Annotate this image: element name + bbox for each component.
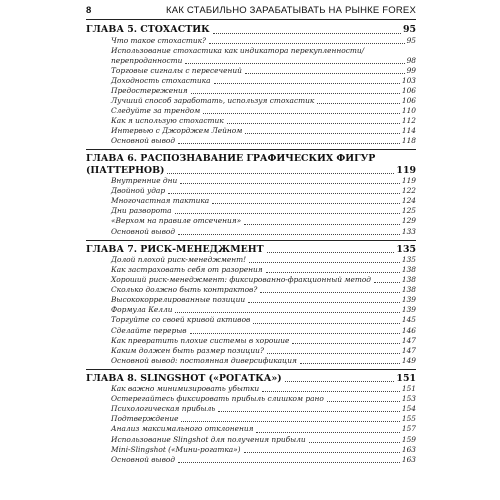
chapter-title-continued: (ПАТТЕРНОВ) <box>86 164 165 176</box>
dot-leader <box>300 363 400 364</box>
dot-leader <box>244 452 400 453</box>
entry-title-continued: перепроданности <box>111 55 183 65</box>
chapter-title: ГЛАВА 8. SLINGSHOT («РОГАТКА») <box>86 372 282 384</box>
entry-page: 122 <box>401 186 416 196</box>
dot-leader <box>191 93 400 94</box>
toc-entry <box>86 346 416 356</box>
chapter-page: 119 <box>396 164 416 176</box>
entry-page: 99 <box>406 65 416 75</box>
dot-leader <box>180 183 400 184</box>
toc-entry <box>86 455 416 465</box>
dot-leader <box>317 103 400 104</box>
dot-leader <box>209 43 405 44</box>
dot-leader <box>214 83 400 84</box>
toc-entry <box>86 176 416 186</box>
toc-entry <box>86 326 416 336</box>
dot-leader <box>168 193 400 194</box>
entry-title: Основной вывод: постоянная диверсификация <box>111 355 297 365</box>
dot-leader <box>309 442 400 443</box>
chapter-page: 151 <box>396 372 416 384</box>
entry-page: 163 <box>401 454 416 464</box>
toc-entry <box>86 265 416 275</box>
chapter-entries <box>86 255 416 366</box>
toc-entry <box>86 66 416 76</box>
toc-entry <box>86 336 416 346</box>
entry-page: 110 <box>401 105 416 115</box>
entry-title: Торговые сигналы с пересечений <box>111 65 242 75</box>
chapter-entries <box>86 36 416 147</box>
toc-entry <box>86 196 416 206</box>
running-header <box>86 2 416 20</box>
toc-entry <box>86 414 416 424</box>
entry-title: Многочастная тактика <box>111 196 210 206</box>
entry-title: Долой плохой риск-менеджмент! <box>111 255 247 265</box>
toc-entry <box>86 394 416 404</box>
entry-page: 159 <box>401 434 416 444</box>
toc-entry <box>86 106 416 116</box>
entry-title: Психологическая прибыль <box>111 404 216 414</box>
entry-title: Сколько должно быть контрактов? <box>111 285 258 295</box>
entry-title: Дни разворота <box>111 206 172 216</box>
toc-entry <box>86 227 416 237</box>
entry-title: Использование Slingshot для получения прибыли <box>111 434 306 444</box>
chapter-heading <box>86 151 416 176</box>
entry-page: 147 <box>401 335 416 345</box>
entry-title: Основной вывод <box>111 454 176 464</box>
dot-leader <box>178 462 400 463</box>
entry-page: 138 <box>401 285 416 295</box>
toc-entry <box>86 255 416 265</box>
entry-page: 103 <box>401 75 416 85</box>
entry-page: 153 <box>401 394 416 404</box>
dot-leader <box>266 272 400 273</box>
chapter-entries <box>86 384 416 464</box>
entry-page: 125 <box>401 206 416 216</box>
entry-page: 145 <box>401 315 416 325</box>
chapter-entries <box>86 176 416 236</box>
toc-entry <box>86 136 416 146</box>
dot-leader <box>178 234 400 235</box>
dot-leader <box>256 432 399 433</box>
dot-leader <box>267 353 400 354</box>
chapter-5 <box>86 22 416 150</box>
entry-title: Лучший способ заработать, используя стохастик <box>111 95 315 105</box>
toc-entry <box>86 424 416 434</box>
entry-page: 147 <box>401 345 416 355</box>
entry-title: Торгуйте со своей кривой активов <box>111 315 251 325</box>
entry-page: 95 <box>406 35 416 45</box>
entry-title: Основной вывод <box>111 136 176 146</box>
dot-leader <box>244 224 400 225</box>
entry-title: Интервью с Джорджем Лейном <box>111 126 243 136</box>
entry-title: Как превратить плохие системы в хорошие <box>111 335 290 345</box>
dot-leader <box>175 213 400 214</box>
toc-entry <box>86 285 416 295</box>
dot-leader <box>267 252 395 253</box>
dot-leader <box>218 411 400 412</box>
entry-title: Основной вывод <box>111 226 176 236</box>
entry-page: 139 <box>401 295 416 305</box>
entry-page: 157 <box>401 424 416 434</box>
entry-title: Следуйте за трендом <box>111 105 201 115</box>
page-number: 8 <box>86 5 92 16</box>
entry-title: Сделайте перерыв <box>111 325 187 335</box>
entry-page: 135 <box>401 255 416 265</box>
chapter-heading <box>86 371 416 385</box>
toc-entry <box>86 96 416 106</box>
chapter-title: ГЛАВА 5. СТОХАСТИК <box>86 24 210 35</box>
entry-title: Доходность стохастика <box>111 75 211 85</box>
chapter-page: 95 <box>402 24 416 35</box>
entry-page: 139 <box>401 305 416 315</box>
toc-entry <box>86 275 416 285</box>
entry-page: 119 <box>401 176 416 186</box>
dot-leader <box>245 133 400 134</box>
dot-leader <box>248 302 400 303</box>
dot-leader <box>212 203 400 204</box>
toc-entry <box>86 86 416 96</box>
toc-entry <box>86 356 416 366</box>
entry-title: Как важно минимизировать убытки <box>111 384 260 394</box>
header-divider <box>86 19 416 20</box>
dot-leader <box>285 381 395 382</box>
toc-entry <box>86 36 416 46</box>
entry-page: 106 <box>401 85 416 95</box>
dot-leader <box>181 421 399 422</box>
toc-entry <box>86 384 416 394</box>
entry-page: 149 <box>401 355 416 365</box>
dot-leader <box>227 123 400 124</box>
entry-title: Использование стохастика как индикатора перекупленности/ <box>111 45 365 55</box>
entry-title: Предостережения <box>111 85 188 95</box>
entry-title: Как я использую стохастик <box>111 115 224 125</box>
dot-leader <box>203 113 400 114</box>
chapter-divider <box>86 369 416 370</box>
dot-leader <box>185 63 404 64</box>
entry-title: Хороший риск-менеджмент: фиксированно-фракционный метод <box>111 275 371 285</box>
entry-title: Что такое стохастик? <box>111 35 206 45</box>
toc-entry <box>86 315 416 325</box>
dot-leader <box>167 173 394 174</box>
entry-page: 163 <box>401 444 416 454</box>
chapter-page: 135 <box>396 243 416 255</box>
chapter-6 <box>86 151 416 240</box>
entry-page: 118 <box>401 136 416 146</box>
entry-title: Высококоррелированные позиции <box>111 295 246 305</box>
dot-leader <box>249 262 400 263</box>
chapter-heading <box>86 22 416 36</box>
entry-page: 114 <box>401 126 416 136</box>
entry-title: Каким должен быть размер позиции? <box>111 345 264 355</box>
dot-leader <box>178 143 400 144</box>
entry-title: «Верхом на правиле отсечения» <box>111 216 242 226</box>
dot-leader <box>374 282 400 283</box>
entry-page: 154 <box>401 404 416 414</box>
chapter-title: ГЛАВА 6. РАСПОЗНАВАНИЕ ГРАФИЧЕСКИХ ФИГУР <box>86 153 376 165</box>
entry-page: 155 <box>401 414 416 424</box>
chapter-heading <box>86 242 416 256</box>
toc-entry <box>86 445 416 455</box>
entry-page: 133 <box>401 226 416 236</box>
toc-entry <box>86 186 416 196</box>
toc-entry <box>86 295 416 305</box>
dot-leader <box>327 401 400 402</box>
entry-page: 146 <box>401 325 416 335</box>
entry-title: Как застраховать себя от разорения <box>111 265 263 275</box>
entry-page: 138 <box>401 275 416 285</box>
dot-leader <box>260 292 400 293</box>
entry-title: Остерегайтесь фиксировать прибыль слишком рано <box>111 394 324 404</box>
entry-page: 106 <box>401 95 416 105</box>
entry-title: Формула Келли <box>111 305 173 315</box>
entry-page: 112 <box>401 115 416 125</box>
entry-page: 98 <box>406 55 416 65</box>
chapter-7 <box>86 242 416 370</box>
toc-entry <box>86 206 416 216</box>
dot-leader <box>262 391 400 392</box>
dot-leader <box>175 312 399 313</box>
toc-entry <box>86 435 416 445</box>
toc-entry <box>86 305 416 315</box>
toc-entry <box>86 126 416 136</box>
dot-leader <box>190 333 400 334</box>
entry-title: Подтверждение <box>111 414 179 424</box>
entry-title: Двойной удар <box>111 186 166 196</box>
toc-entry <box>86 76 416 86</box>
table-of-contents <box>86 22 416 465</box>
toc-entry <box>86 116 416 126</box>
toc-entry <box>86 404 416 414</box>
toc-entry <box>86 216 416 226</box>
entry-title: Mini-Slingshot («Мини-рогатка») <box>111 444 241 454</box>
entry-page: 129 <box>401 216 416 226</box>
entry-page: 138 <box>401 265 416 275</box>
book-title: КАК СТАБИЛЬНО ЗАРАБАТЫВАТЬ НА РЫНКЕ FOREX <box>166 5 416 16</box>
chapter-divider <box>86 240 416 241</box>
chapter-title: ГЛАВА 7. РИСК-МЕНЕДЖМЕНТ <box>86 243 264 255</box>
dot-leader <box>253 323 400 324</box>
chapter-divider <box>86 149 416 150</box>
entry-title: Анализ максимального отклонения <box>111 424 254 434</box>
entry-page: 151 <box>401 384 416 394</box>
chapter-8 <box>86 371 416 465</box>
dot-leader <box>213 33 401 34</box>
entry-page: 124 <box>401 196 416 206</box>
dot-leader <box>245 73 405 74</box>
toc-entry <box>86 46 416 66</box>
entry-title: Внутренние дни <box>111 176 178 186</box>
dot-leader <box>292 343 399 344</box>
